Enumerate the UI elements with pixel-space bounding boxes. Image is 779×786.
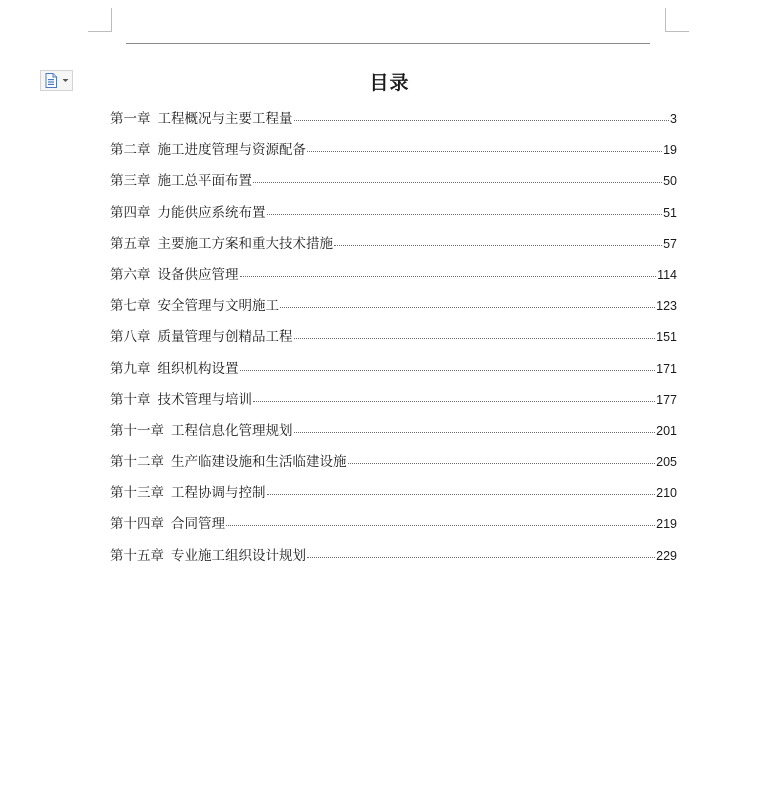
toc-entry[interactable]: [110, 265, 677, 296]
header-rule: [126, 43, 650, 44]
toc-dot-leader: [280, 306, 655, 308]
toc-dot-leader: [253, 400, 655, 402]
toc-entry[interactable]: [110, 421, 677, 452]
toc-dot-leader: [267, 213, 663, 215]
toc-chapter-title: 主要施工方案和重大技术措施: [157, 235, 333, 252]
toc-page-number: 201: [656, 423, 677, 438]
toc-chapter-number: 第八章: [110, 329, 151, 346]
toc-entry[interactable]: [110, 359, 677, 390]
crop-mark-top-right-vertical: [665, 8, 666, 31]
toc-chapter-title: 技术管理与培训: [157, 391, 252, 408]
toc-chapter-title: 施工总平面布置: [157, 173, 252, 190]
toc-dot-leader: [307, 150, 662, 152]
toc-entry[interactable]: [110, 546, 677, 577]
toc-page-number: 19: [663, 143, 677, 158]
crop-mark-top-right-horizontal: [665, 31, 689, 32]
toc-page-number: 3: [670, 112, 677, 126]
toc-chapter-number: 第一章: [110, 111, 151, 127]
toc-dot-leader: [240, 275, 657, 277]
toc-entry[interactable]: [110, 452, 677, 483]
crop-mark-top-left-vertical: [111, 8, 112, 31]
toc-chapter-number: 第十二章: [110, 454, 164, 471]
toc-chapter-title: 安全管理与文明施工: [157, 298, 279, 315]
table-of-contents: [110, 109, 677, 577]
toc-dot-leader: [226, 524, 655, 526]
toc-dot-leader: [348, 462, 656, 464]
toc-entry[interactable]: [110, 109, 677, 140]
toc-dot-leader: [334, 244, 662, 246]
toc-entry[interactable]: [110, 203, 677, 234]
toc-chapter-number: 第十五章: [110, 547, 164, 564]
toc-chapter-title: 组织机构设置: [157, 360, 239, 377]
toc-dot-leader: [294, 431, 656, 433]
toc-chapter-title: 质量管理与创精品工程: [157, 329, 293, 346]
crop-mark-top-left-horizontal: [88, 31, 112, 32]
toc-entry[interactable]: [110, 234, 677, 265]
toc-dot-leader: [307, 556, 655, 558]
toc-page-number: 219: [656, 517, 677, 532]
toc-chapter-number: 第十章: [110, 391, 151, 408]
toc-chapter-title: 工程协调与控制: [171, 485, 266, 502]
toc-page-number: 57: [663, 236, 677, 251]
toc-title: 目录: [369, 72, 410, 94]
toc-page-number: 151: [656, 330, 677, 345]
toc-chapter-number: 第三章: [110, 173, 151, 190]
toc-chapter-title: 专业施工组织设计规划: [171, 547, 306, 564]
toc-chapter-number: 第六章: [110, 266, 151, 283]
toc-dot-leader: [294, 337, 656, 339]
toc-page-number: 229: [656, 548, 677, 563]
toc-chapter-title: 合同管理: [171, 516, 225, 533]
toc-page-number: 114: [657, 267, 677, 282]
toc-dot-leader: [240, 369, 656, 371]
toc-page-number: 177: [656, 392, 677, 407]
toc-entry[interactable]: [110, 140, 677, 171]
toc-chapter-title: 工程概况与主要工程量: [157, 111, 293, 127]
toc-chapter-number: 第四章: [110, 204, 151, 221]
toc-entry[interactable]: [110, 327, 677, 358]
toc-page-number: 123: [656, 299, 677, 314]
toc-entry[interactable]: [110, 514, 677, 545]
toc-chapter-number: 第五章: [110, 235, 151, 252]
toc-chapter-title: 设备供应管理: [157, 266, 239, 283]
toc-page-number: 210: [656, 486, 677, 501]
toc-chapter-title: 工程信息化管理规划: [171, 422, 293, 439]
toc-chapter-number: 第九章: [110, 360, 151, 377]
toc-chapter-title: 生产临建设施和生活临建设施: [171, 454, 347, 471]
toc-page-number: 171: [656, 361, 677, 376]
toc-dot-leader: [253, 181, 662, 183]
toc-page-number: 205: [656, 455, 677, 470]
toc-entry[interactable]: [110, 171, 677, 202]
toc-entry[interactable]: [110, 390, 677, 421]
toc-chapter-number: 第七章: [110, 298, 151, 315]
toc-chapter-title: 施工进度管理与资源配备: [157, 142, 306, 159]
toc-dot-leader: [294, 119, 670, 121]
toc-chapter-number: 第十三章: [110, 485, 164, 502]
toc-entry[interactable]: [110, 483, 677, 514]
toc-page-number: 50: [663, 174, 677, 189]
toc-chapter-number: 第十四章: [110, 516, 164, 533]
toc-page-number: 51: [663, 205, 677, 220]
toc-dot-leader: [267, 493, 656, 495]
toc-entry[interactable]: [110, 296, 677, 327]
toc-chapter-number: 第十一章: [110, 422, 164, 439]
toc-chapter-number: 第二章: [110, 142, 151, 159]
toc-chapter-title: 力能供应系统布置: [157, 204, 266, 221]
